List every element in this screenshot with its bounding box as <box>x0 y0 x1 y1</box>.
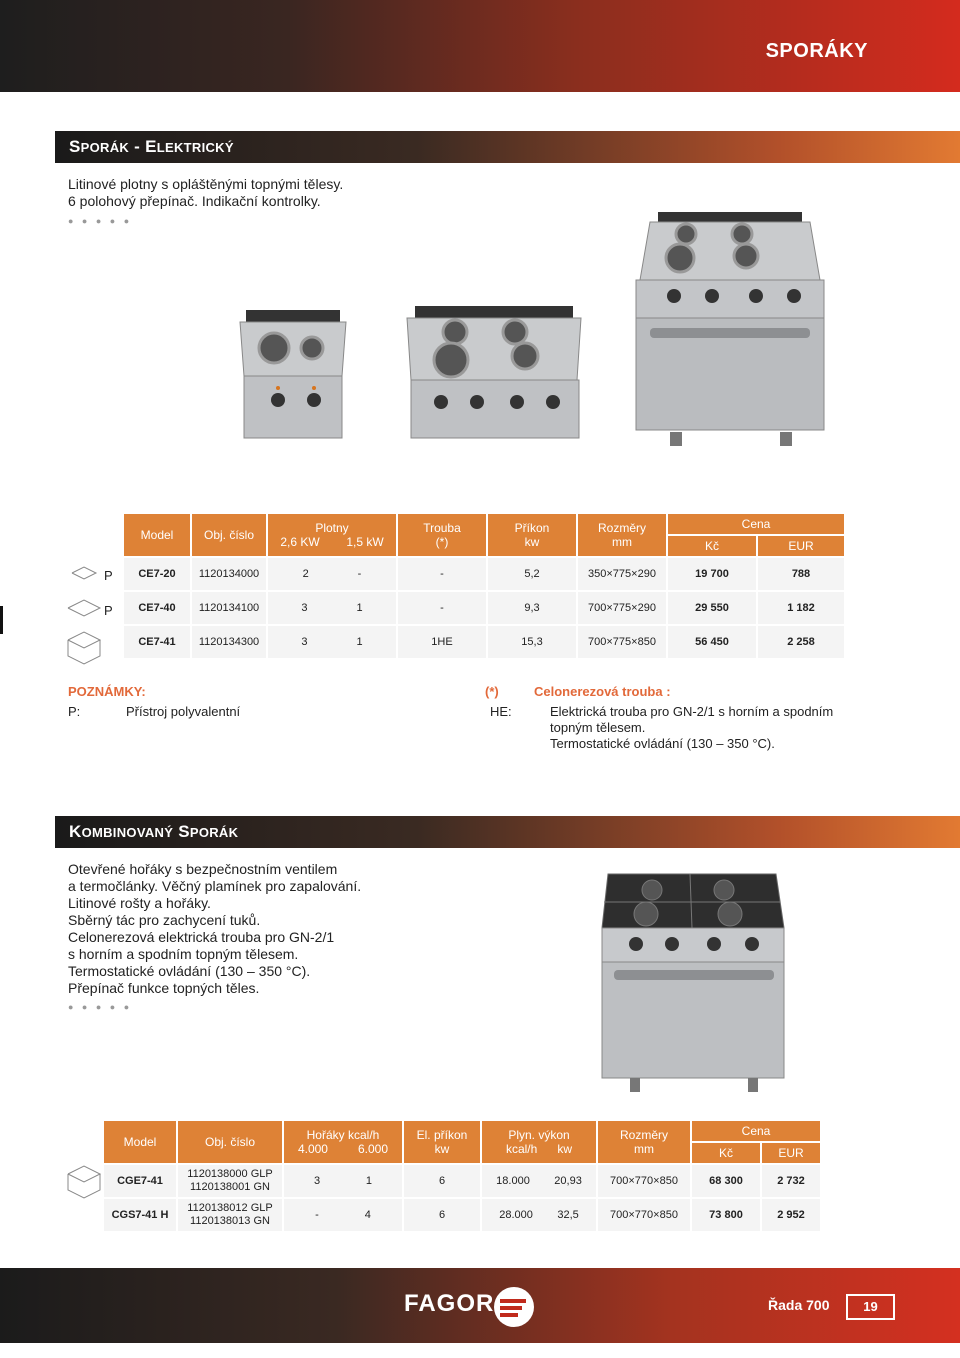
electric-spec-table <box>122 512 846 660</box>
notes-title: POZNÁMKY: <box>68 684 146 699</box>
table-row: CGE7-41 1120138000 GLP 1120138001 GN 3 1 6 18.000 20,93 700×770×850 68 300 2 732 <box>104 1165 820 1197</box>
col-kc: Kč <box>692 1143 760 1163</box>
stove-cge7-41-image <box>600 866 786 1092</box>
col-horaky: Hořáky kcal/h 4.000 6.000 <box>284 1121 402 1163</box>
series-label: Řada 700 <box>768 1297 830 1313</box>
thumb-ce7-41-icon <box>66 630 102 666</box>
section-combined-description <box>68 861 361 997</box>
col-plotny: Plotny 2,6 KW 1,5 kW <box>268 514 396 556</box>
fagor-logo-icon <box>492 1285 536 1329</box>
col-model: Model <box>104 1121 176 1163</box>
section-electric-header <box>55 131 960 163</box>
col-kc: Kč <box>668 536 756 556</box>
col-rozmery: Rozměry mm <box>598 1121 690 1163</box>
col-plyn-vykon: Plyn. výkon kcal/h kw <box>482 1121 596 1163</box>
stove-ce7-41-image <box>630 208 828 446</box>
page-number: 19 <box>846 1294 895 1320</box>
section-electric-title: SPORÁK - ELEKTRICKÝ <box>69 137 234 156</box>
desc-line: Celonerezová elektrická trouba pro GN-2/1 <box>68 929 335 945</box>
desc-line: Litinové rošty a hořáky. <box>68 895 211 911</box>
col-model: Model <box>124 514 190 556</box>
notes-p-key: P: <box>68 704 81 719</box>
col-el-prikon: El. příkon kw <box>404 1121 480 1163</box>
section-combined-title: KOMBINOVANÝ SPORÁK <box>69 822 239 841</box>
notes-he-value: Elektrická trouba pro GN-2/1 s horním a spodním topným tělesem. Termostatické ovládání (130 – 350 °C). <box>550 704 834 751</box>
desc-line: a termočlánky. Věčný plamínek pro zapalování. <box>68 878 362 894</box>
col-trouba: Trouba (*) <box>398 514 486 556</box>
col-rozmery: Rozměry mm <box>578 514 666 556</box>
col-eur: EUR <box>758 536 844 556</box>
stove-ce7-40-image <box>405 300 583 440</box>
desc-line: Litinové plotny s opláštěnými topnými tělesy. <box>68 176 344 192</box>
table-row: CE7-41 1120134300 3 1 1HE 15,3 700×775×850 56 450 2 258 <box>124 626 844 658</box>
desc-line: Otevřené hořáky s bezpečnostním ventilem <box>68 861 338 877</box>
desc-line: Sběrný tác pro zachycení tuků. <box>68 912 261 928</box>
brand-logo: FAGOR <box>404 1290 495 1317</box>
col-cena: Cena <box>692 1121 820 1141</box>
section-electric-description <box>68 176 343 210</box>
col-eur: EUR <box>762 1143 820 1163</box>
col-cena: Cena <box>668 514 844 534</box>
section-combined-header <box>55 816 960 848</box>
col-obj: Obj. číslo <box>192 514 266 556</box>
edge-mark <box>0 606 3 634</box>
notes-p-value: Přístroj polyvalentní <box>126 704 241 719</box>
desc-line: 6 polohový přepínač. Indikační kontrolky. <box>68 193 321 209</box>
decor-dots: ● ● ● ● ● <box>68 1002 133 1012</box>
notes-he-key: HE: <box>490 704 512 719</box>
decor-dots: ● ● ● ● ● <box>68 216 133 226</box>
page-title: SPORÁKY <box>765 40 868 62</box>
row-marker-p: P <box>104 568 113 583</box>
footer-band <box>0 1268 960 1343</box>
thumb-ce7-40-icon <box>66 596 102 620</box>
desc-line: Termostatické ovládání (130 – 350 °C). <box>68 963 311 979</box>
thumb-cge7-41-icon <box>66 1164 102 1200</box>
col-prikon: Příkon kw <box>488 514 576 556</box>
notes-star-value: Celonerezová trouba : <box>534 684 671 699</box>
combined-spec-table <box>102 1119 822 1233</box>
table-row: CE7-20 1120134000 2 - - 5,2 350×775×290 19 700 788 <box>124 558 844 590</box>
col-obj: Obj. číslo <box>178 1121 282 1163</box>
thumb-ce7-20-icon <box>70 563 100 583</box>
table-row: CGS7-41 H 1120138012 GLP 1120138013 GN - 4 6 28.000 32,5 700×770×850 73 800 2 952 <box>104 1199 820 1231</box>
table-row: CE7-40 1120134100 3 1 - 9,3 700×775×290 29 550 1 182 <box>124 592 844 624</box>
header-band <box>0 0 960 92</box>
row-marker-p: P <box>104 603 113 618</box>
stove-ce7-20-image <box>238 300 348 440</box>
desc-line: s horním a spodním topným tělesem. <box>68 946 299 962</box>
desc-line: Přepínač funkce topných těles. <box>68 980 260 996</box>
notes-star-key: (*) <box>485 684 499 699</box>
